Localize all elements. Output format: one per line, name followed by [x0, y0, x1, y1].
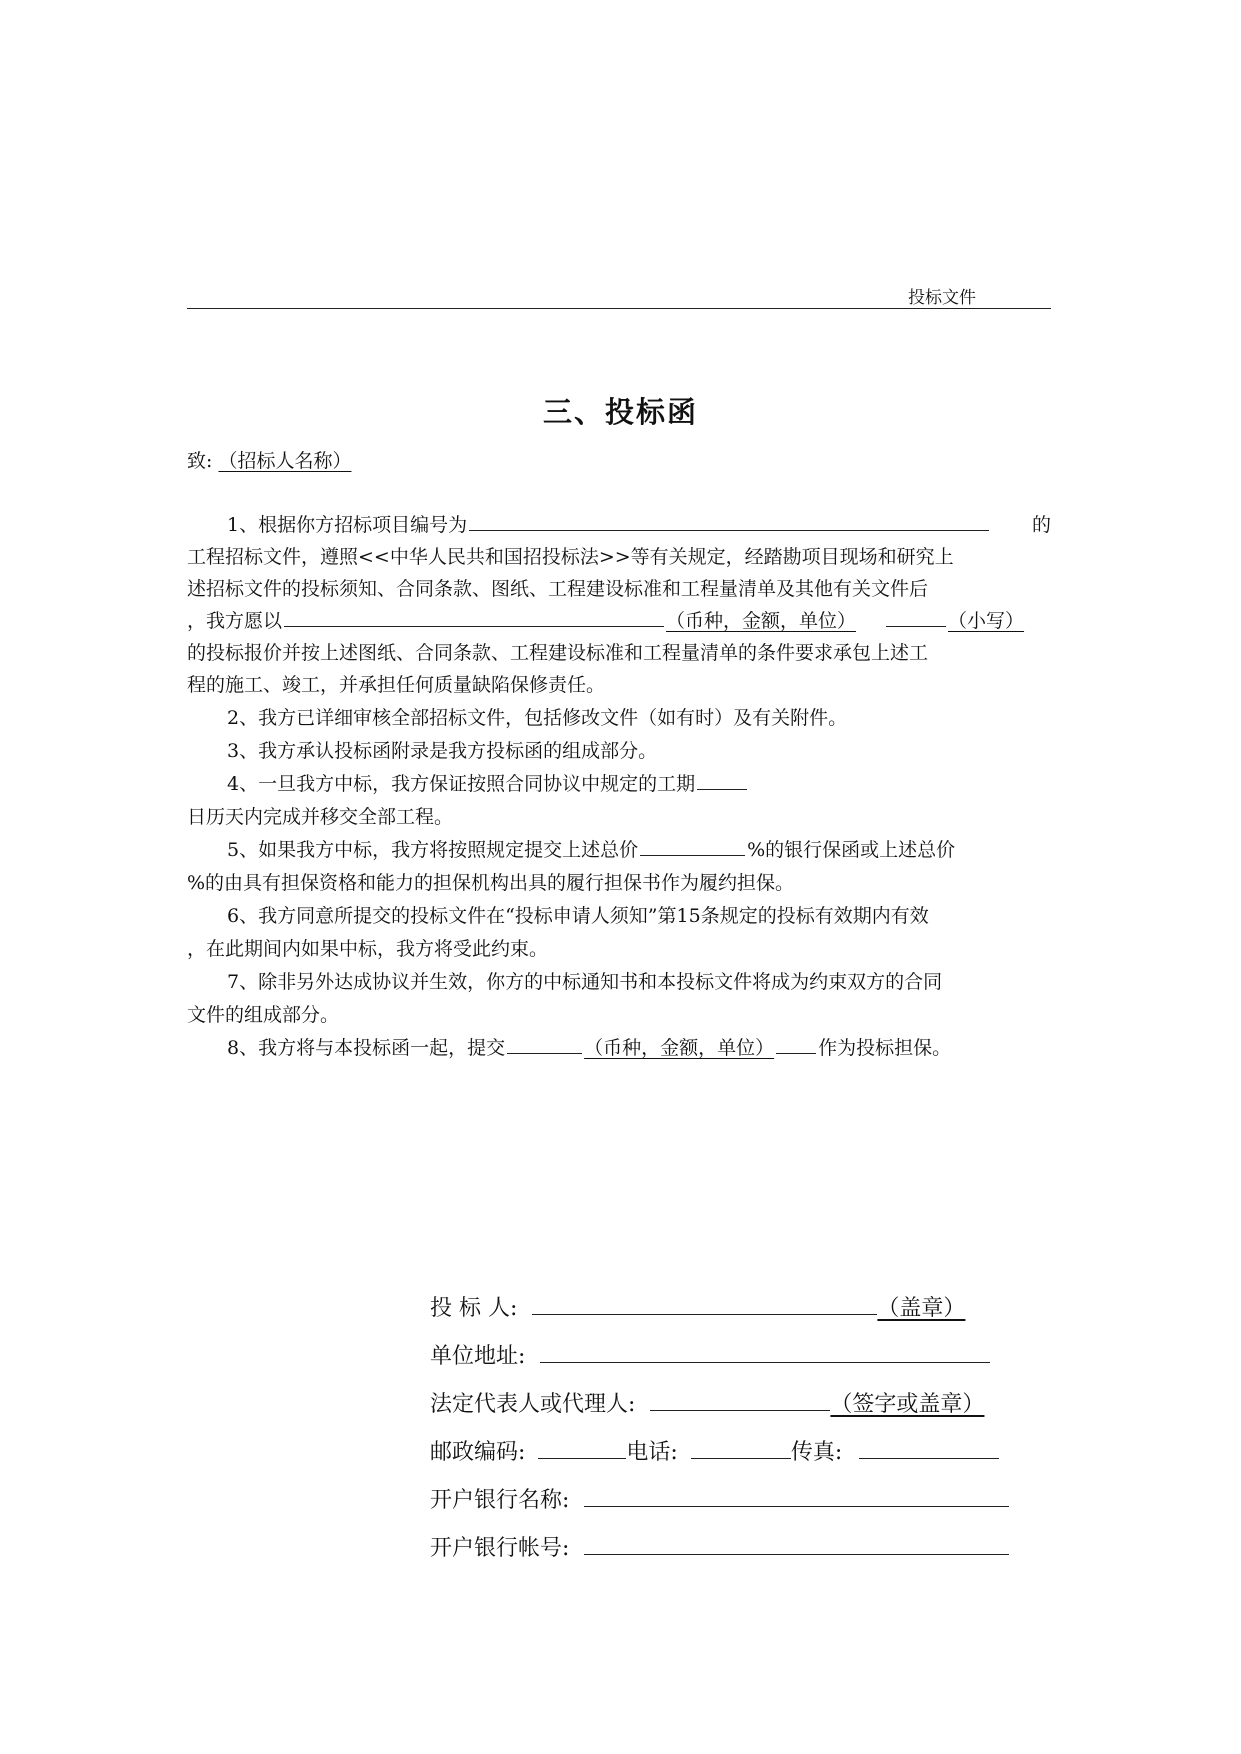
- p7-line-2: 文件的组成部分。: [187, 1004, 340, 1026]
- lowercase-note: （小写）: [948, 610, 1025, 632]
- bid-bond-note: （币种，金额，单位）: [584, 1037, 775, 1059]
- p5-line-1: [227, 835, 955, 865]
- p8-text-a: 8、我方将与本投标函一起，提交: [227, 1037, 506, 1059]
- address-row: [430, 1338, 990, 1370]
- postcode-field[interactable]: [538, 1434, 626, 1459]
- representative-field[interactable]: [650, 1386, 830, 1411]
- bank-name-label: 开户银行名称:: [430, 1488, 570, 1513]
- p5-line-2: %的由具有担保资格和能力的担保机构出具的履行担保书作为履约担保。: [187, 872, 795, 894]
- currency-note: （币种，金额，单位）: [666, 610, 857, 632]
- p1-line-1: [227, 510, 1051, 540]
- representative-row: [430, 1386, 984, 1418]
- bid-bond-field-b[interactable]: [776, 1033, 816, 1054]
- p6-line-2: ，在此期间内如果中标，我方将受此约束。: [187, 938, 549, 960]
- p1-text-b: 的: [1031, 514, 1051, 536]
- phone-field[interactable]: [691, 1434, 791, 1459]
- bank-name-field[interactable]: [584, 1482, 1009, 1507]
- bid-bond-field-a[interactable]: [507, 1033, 582, 1054]
- bank-account-field[interactable]: [584, 1530, 1009, 1555]
- p2-line: 2、我方已详细审核全部招标文件，包括修改文件（如有时）及有关附件。: [227, 707, 848, 729]
- header-text: 投标文件: [908, 288, 976, 308]
- p8-text-c: 作为投标担保。: [818, 1037, 952, 1059]
- representative-label: 法定代表人或代理人:: [430, 1392, 636, 1417]
- p1-l4-text-a: ，我方愿以: [187, 610, 283, 632]
- p1-line-6: 程的施工、竣工，并承担任何质量缺陷保修责任。: [187, 674, 606, 696]
- guarantee-percent-field[interactable]: [640, 835, 745, 856]
- bidder-field[interactable]: [532, 1290, 877, 1315]
- fax-label: 传真:: [790, 1440, 843, 1465]
- p5-text-b: %的银行保函或上述总价: [747, 839, 956, 861]
- p1-text-a: 1、根据你方招标项目编号为: [227, 514, 468, 536]
- addressee-recipient: （招标人名称）: [218, 450, 352, 472]
- contact-row: [430, 1434, 999, 1466]
- postcode-label: 邮政编码:: [430, 1440, 526, 1465]
- p3-line: 3、我方承认投标函附录是我方投标函的组成部分。: [227, 740, 658, 762]
- fax-field[interactable]: [859, 1434, 999, 1459]
- p1-line-2: 工程招标文件，遵照<<中华人民共和国招投标法>>等有关规定，经踏勘项目现场和研究上: [187, 546, 954, 568]
- representative-sign-note: （签字或盖章）: [830, 1392, 985, 1417]
- p5-text-a: 5、如果我方中标，我方将按照规定提交上述总价: [227, 839, 639, 861]
- p8-line: [227, 1033, 951, 1063]
- project-number-field[interactable]: [469, 510, 989, 531]
- p1-line-5: 的投标报价并按上述图纸、合同条款、工程建设标准和工程量清单的条件要求承包上述工: [187, 642, 929, 664]
- page-title: 三、投标函: [542, 395, 698, 429]
- p1-line-3: 述招标文件的投标须知、合同条款、图纸、工程建设标准和工程量清单及其他有关文件后: [187, 578, 929, 600]
- p7-line-1: 7、除非另外达成协议并生效，你方的中标通知书和本投标文件将成为约束双方的合同: [227, 971, 943, 993]
- page-header: [187, 286, 1051, 309]
- addressee-prefix: 致:: [187, 450, 213, 472]
- address-field[interactable]: [540, 1338, 990, 1363]
- p4-line-2: 日历天内完成并移交全部工程。: [187, 806, 454, 828]
- bidder-label: 投 标 人:: [430, 1296, 518, 1321]
- bank-name-row: [430, 1482, 1009, 1514]
- addressee-line: [187, 446, 351, 473]
- p1-line-4: [187, 606, 1024, 636]
- bank-account-label: 开户银行帐号:: [430, 1536, 570, 1561]
- address-label: 单位地址:: [430, 1344, 526, 1369]
- p4-text: 4、一旦我方中标，我方保证按照合同协议中规定的工期: [227, 773, 696, 795]
- bidder-row: [430, 1290, 965, 1322]
- p6-line-1: 6、我方同意所提交的投标文件在“投标申请人须知”第15条规定的投标有效期内有效: [227, 905, 929, 927]
- phone-label: 电话:: [626, 1440, 678, 1465]
- duration-field[interactable]: [697, 769, 747, 790]
- bid-amount-field[interactable]: [284, 606, 664, 627]
- bidder-stamp-note: （盖章）: [877, 1296, 966, 1321]
- bid-amount-lowercase-field[interactable]: [886, 606, 946, 627]
- bank-account-row: [430, 1530, 1009, 1562]
- p4-line-1: [227, 769, 749, 799]
